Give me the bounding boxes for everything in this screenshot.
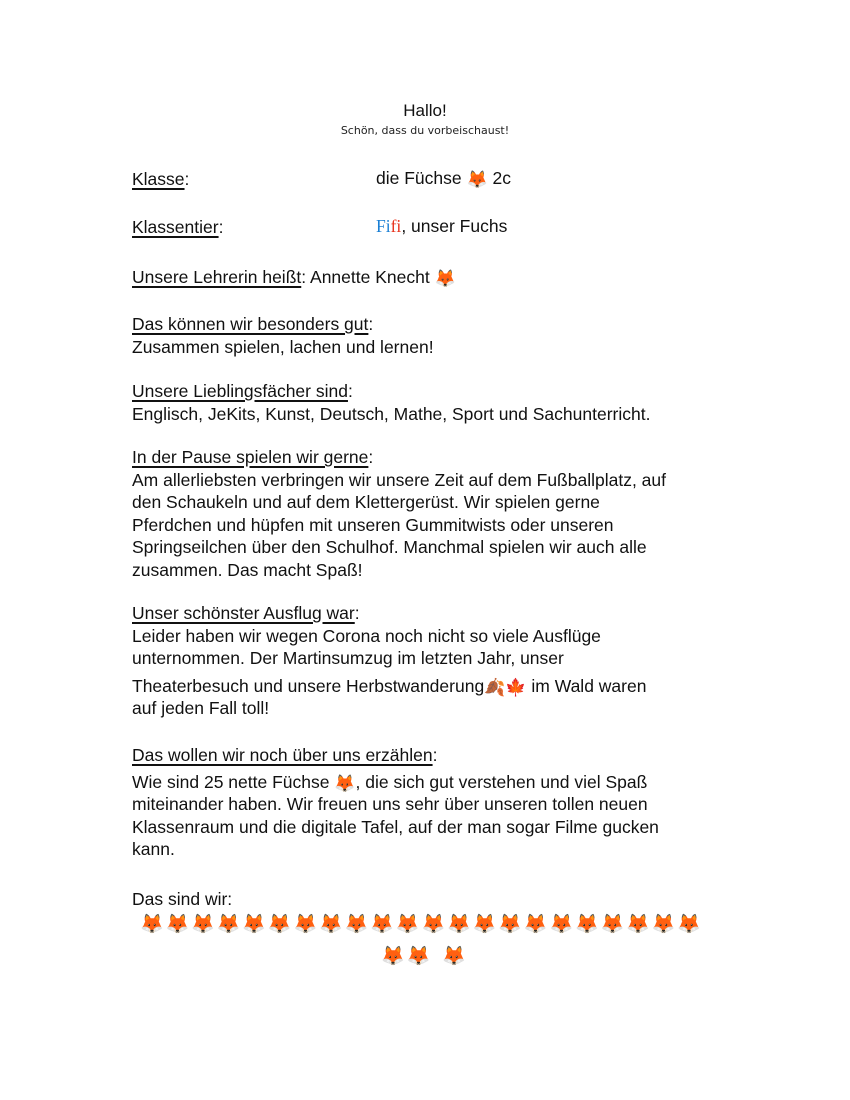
fox-icon: 🦊: [191, 913, 215, 935]
fox-row-2: [380, 944, 467, 968]
fox-icon: 🦊: [139, 913, 164, 935]
erzaehlen-text-line: [132, 771, 732, 794]
pause-text-line: Springseilchen über den Schulhof. Manchmal spielen wir auch alle: [132, 537, 647, 557]
autumn-leaves-icon: 🍂🍁: [484, 677, 527, 697]
fox-icon: 🦊: [334, 773, 356, 793]
fox-icon: 🦊: [344, 913, 369, 935]
fox-icon: 🦊: [498, 913, 522, 935]
fox-icon: 🦊: [395, 913, 420, 935]
fox-icon: 🦊: [472, 913, 497, 935]
fox-icon: 🦊: [466, 170, 488, 189]
class-pet-name-part1: Fi: [376, 216, 391, 236]
section-heading: [132, 313, 732, 336]
erzaehlen-colon: :: [432, 745, 438, 765]
klassentier-label-text: Klassentier: [132, 217, 219, 237]
klasse-colon: :: [184, 169, 190, 189]
fox-icon: 🦊: [319, 913, 343, 935]
fox-icon: 🦊: [434, 269, 456, 288]
lehrerin-line: [132, 266, 456, 289]
class-pet-name: [376, 216, 401, 236]
erzaehlen-text: , die sich gut verstehen und viel Spaß: [355, 771, 648, 792]
klassentier-colon: :: [218, 217, 224, 237]
erzaehlen-text-line: Klassenraum und die digitale Tafel, auf der man sogar Filme gucken: [132, 816, 659, 837]
fox-icon: 🦊: [575, 913, 599, 935]
fox-icon: 🦊: [549, 913, 574, 935]
ausflug-text-line: auf jeden Fall toll!: [132, 698, 270, 718]
ausflug-heading: Unser schönster Ausflug war: [132, 603, 355, 623]
fox-icon: 🦊: [242, 913, 266, 935]
pause-text-line: Am allerliebsten verbringen wir unsere Zeit auf dem Fußballplatz, auf: [132, 469, 666, 490]
wir-heading: Das sind wir:: [132, 889, 233, 909]
klasse-label-text: Klasse: [132, 169, 185, 189]
fox-icon: 🦊: [442, 945, 466, 967]
section-heading: [132, 446, 732, 469]
ausflug-text: im Wald waren: [526, 675, 647, 696]
pause-text-line: den Schaukeln und auf dem Klettergerüst. Wir spielen gerne: [132, 492, 600, 512]
ausflug-text-line: [132, 675, 732, 698]
erzaehlen-text-line: miteinander haben. Wir freuen uns sehr über unseren tollen neuen: [132, 794, 648, 814]
fox-icon: 🦊: [380, 945, 405, 967]
faecher-heading: Unsere Lieblingsfächer sind: [132, 381, 348, 401]
fox-icon: 🦊: [293, 913, 318, 935]
section-heading: [132, 380, 732, 403]
fox-icon: 🦊: [267, 913, 292, 935]
klasse-label: [132, 168, 189, 191]
fox-icon: 🦊: [216, 913, 241, 935]
section-koennen: [132, 313, 732, 358]
lehrerin-label: Unsere Lehrerin heißt: [132, 267, 302, 287]
lehrerin-name: Annette Knecht: [306, 267, 435, 287]
klasse-value: [376, 168, 511, 189]
section-ausflug: [132, 602, 732, 720]
faecher-text: Englisch, JeKits, Kunst, Deutsch, Mathe, Sport und Sachunterricht.: [132, 403, 651, 424]
page-subtitle: Schön, dass du vorbeischaust!: [340, 124, 510, 137]
ausflug-text: Theaterbesuch und unsere Herbstwanderung: [132, 675, 485, 696]
pause-text-line: Pferdchen und hüpfen mit unseren Gummitwists oder unseren: [132, 514, 614, 535]
koennen-heading: Das können wir besonders gut: [132, 314, 369, 334]
klassentier-value: [376, 216, 507, 237]
section-faecher: [132, 380, 732, 425]
pause-colon: :: [368, 447, 374, 467]
fox-icon: 🦊: [626, 913, 650, 935]
pause-heading: In der Pause spielen wir gerne: [132, 447, 369, 467]
klassentier-value-suffix: , unser Fuchs: [401, 216, 508, 236]
ausflug-colon: :: [354, 603, 360, 623]
fox-icon: 🦊: [447, 913, 471, 935]
fox-icon: 🦊: [406, 945, 431, 967]
koennen-text: Zusammen spielen, lachen und lernen!: [132, 336, 434, 357]
erzaehlen-heading: Das wollen wir noch über uns erzählen: [132, 745, 433, 765]
page-title: Hallo!: [403, 101, 447, 120]
pause-text-line: zusammen. Das macht Spaß!: [132, 559, 363, 580]
fox-icon: 🦊: [523, 913, 548, 935]
faecher-colon: :: [347, 381, 353, 401]
fox-icon: 🦊: [600, 913, 625, 935]
klassentier-label: [132, 216, 223, 239]
koennen-colon: :: [368, 314, 374, 334]
section-pause: [132, 446, 732, 581]
section-heading: [132, 602, 732, 625]
fox-icon: 🦊: [370, 913, 394, 935]
section-erzaehlen: [132, 744, 732, 861]
erzaehlen-text-line: kann.: [132, 839, 175, 859]
klasse-value-text: die Füchse: [376, 168, 467, 188]
klasse-value-suffix: 2c: [487, 168, 511, 188]
ausflug-text-line: unternommen. Der Martinsumzug im letzten Jahr, unser: [132, 648, 564, 668]
section-heading: [132, 744, 732, 767]
erzaehlen-text: Wie sind 25 nette Füchse: [132, 771, 335, 792]
fox-icon: 🦊: [651, 913, 676, 935]
ausflug-text-line: Leider haben wir wegen Corona noch nicht so viele Ausflüge: [132, 625, 601, 646]
class-pet-name-part2: fi: [390, 216, 402, 236]
fox-icon: 🦊: [165, 913, 190, 935]
spacer: [431, 944, 441, 968]
fox-row-1: [139, 912, 702, 936]
fox-icon: 🦊: [677, 913, 702, 935]
lehrerin-colon: :: [301, 267, 307, 287]
fox-icon: 🦊: [421, 913, 446, 935]
